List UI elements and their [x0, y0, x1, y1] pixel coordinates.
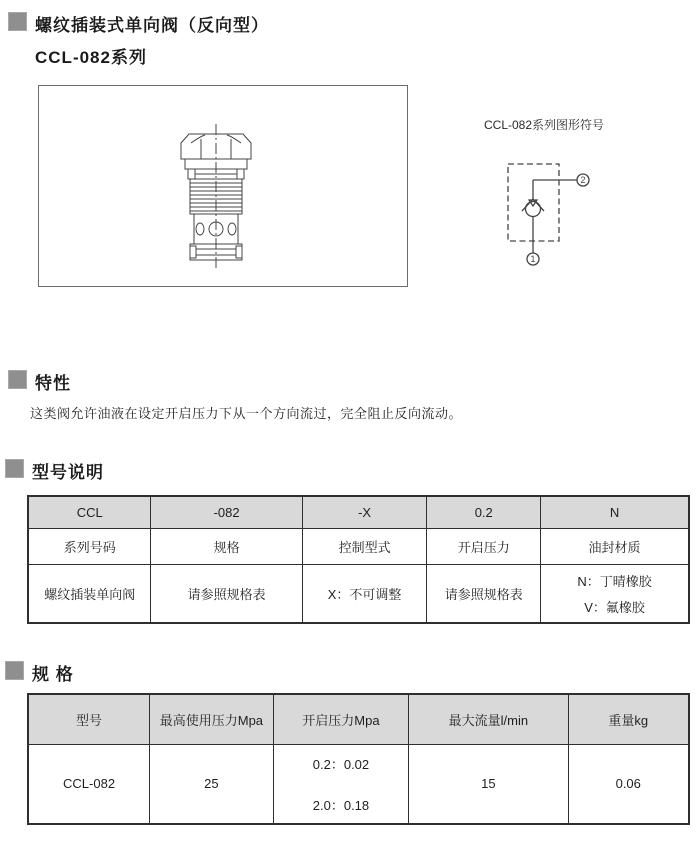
spec-max-pressure-cell: 25	[150, 744, 274, 824]
code-cell: N	[541, 496, 689, 528]
label-cell: 油封材质	[541, 528, 689, 564]
label-cell: 开启压力	[427, 528, 541, 564]
spec-header-cell: 最大流量l/min	[409, 694, 568, 744]
model-code-table	[27, 495, 690, 624]
features-heading: 特性	[35, 374, 71, 393]
spec-bullet-square	[5, 661, 24, 680]
label-cell: 规格	[151, 528, 302, 564]
symbol-caption: CCL-082系列图形符号	[484, 118, 605, 132]
spec-header-cell: 重量kg	[568, 694, 689, 744]
model-heading-row	[5, 458, 104, 483]
code-cell: CCL	[28, 496, 151, 528]
model-label-row	[28, 528, 689, 564]
spec-weight-cell: 0.06	[568, 744, 689, 824]
crack-pressure-line: 0.2：0.02	[312, 756, 370, 772]
spec-heading: 规 格	[32, 665, 74, 684]
code-cell: 0.2	[427, 496, 541, 528]
page-subtitle: CCL-082系列	[35, 48, 147, 67]
value-cell: 螺纹插装单向阀	[28, 564, 151, 623]
title-bullet-square	[8, 12, 27, 31]
label-cell: 控制型式	[302, 528, 427, 564]
value-cell: X：不可调整	[302, 564, 427, 623]
page-title-block	[8, 11, 269, 68]
port1-label: 1	[530, 254, 536, 264]
seal-option: N：丁晴橡胶	[577, 573, 652, 589]
model-heading: 型号说明	[32, 463, 104, 482]
code-cell: -X	[302, 496, 427, 528]
side-hole-right	[228, 223, 236, 235]
seal-option: V：氟橡胶	[584, 599, 645, 615]
spec-header-cell: 最高使用压力Mpa	[150, 694, 274, 744]
spec-crack-pressure-cell	[273, 744, 409, 824]
side-hole-left	[196, 223, 204, 235]
spec-table	[27, 693, 690, 825]
model-value-row	[28, 564, 689, 623]
valve-drawing-box	[38, 85, 408, 287]
features-heading-row	[8, 369, 71, 394]
spec-model-cell: CCL-082	[28, 744, 150, 824]
code-cell: -082	[151, 496, 302, 528]
spec-header-cell: 开启压力Mpa	[273, 694, 409, 744]
valve-cartridge-drawing	[39, 86, 407, 286]
label-cell: 系列号码	[28, 528, 151, 564]
model-code-row	[28, 496, 689, 528]
value-cell: 请参照规格表	[151, 564, 302, 623]
spec-max-flow-cell: 15	[409, 744, 568, 824]
spec-heading-row	[5, 660, 74, 685]
features-bullet-square	[8, 370, 27, 389]
value-cell: 请参照规格表	[427, 564, 541, 623]
spec-header-row	[28, 694, 689, 744]
check-ball	[526, 202, 541, 217]
check-valve-symbol	[480, 115, 650, 275]
model-bullet-square	[5, 459, 24, 478]
spec-header-cell: 型号	[28, 694, 150, 744]
spec-data-row	[28, 744, 689, 824]
seal-options-cell	[541, 564, 689, 623]
port2-label: 2	[580, 175, 586, 185]
features-text: 这类阀允许油液在设定开启压力下从一个方向流过，完全阻止反向流动。	[30, 406, 463, 421]
crack-pressure-line: 2.0：0.18	[312, 797, 370, 813]
page-title: 螺纹插装式单向阀（反向型）	[35, 16, 269, 35]
